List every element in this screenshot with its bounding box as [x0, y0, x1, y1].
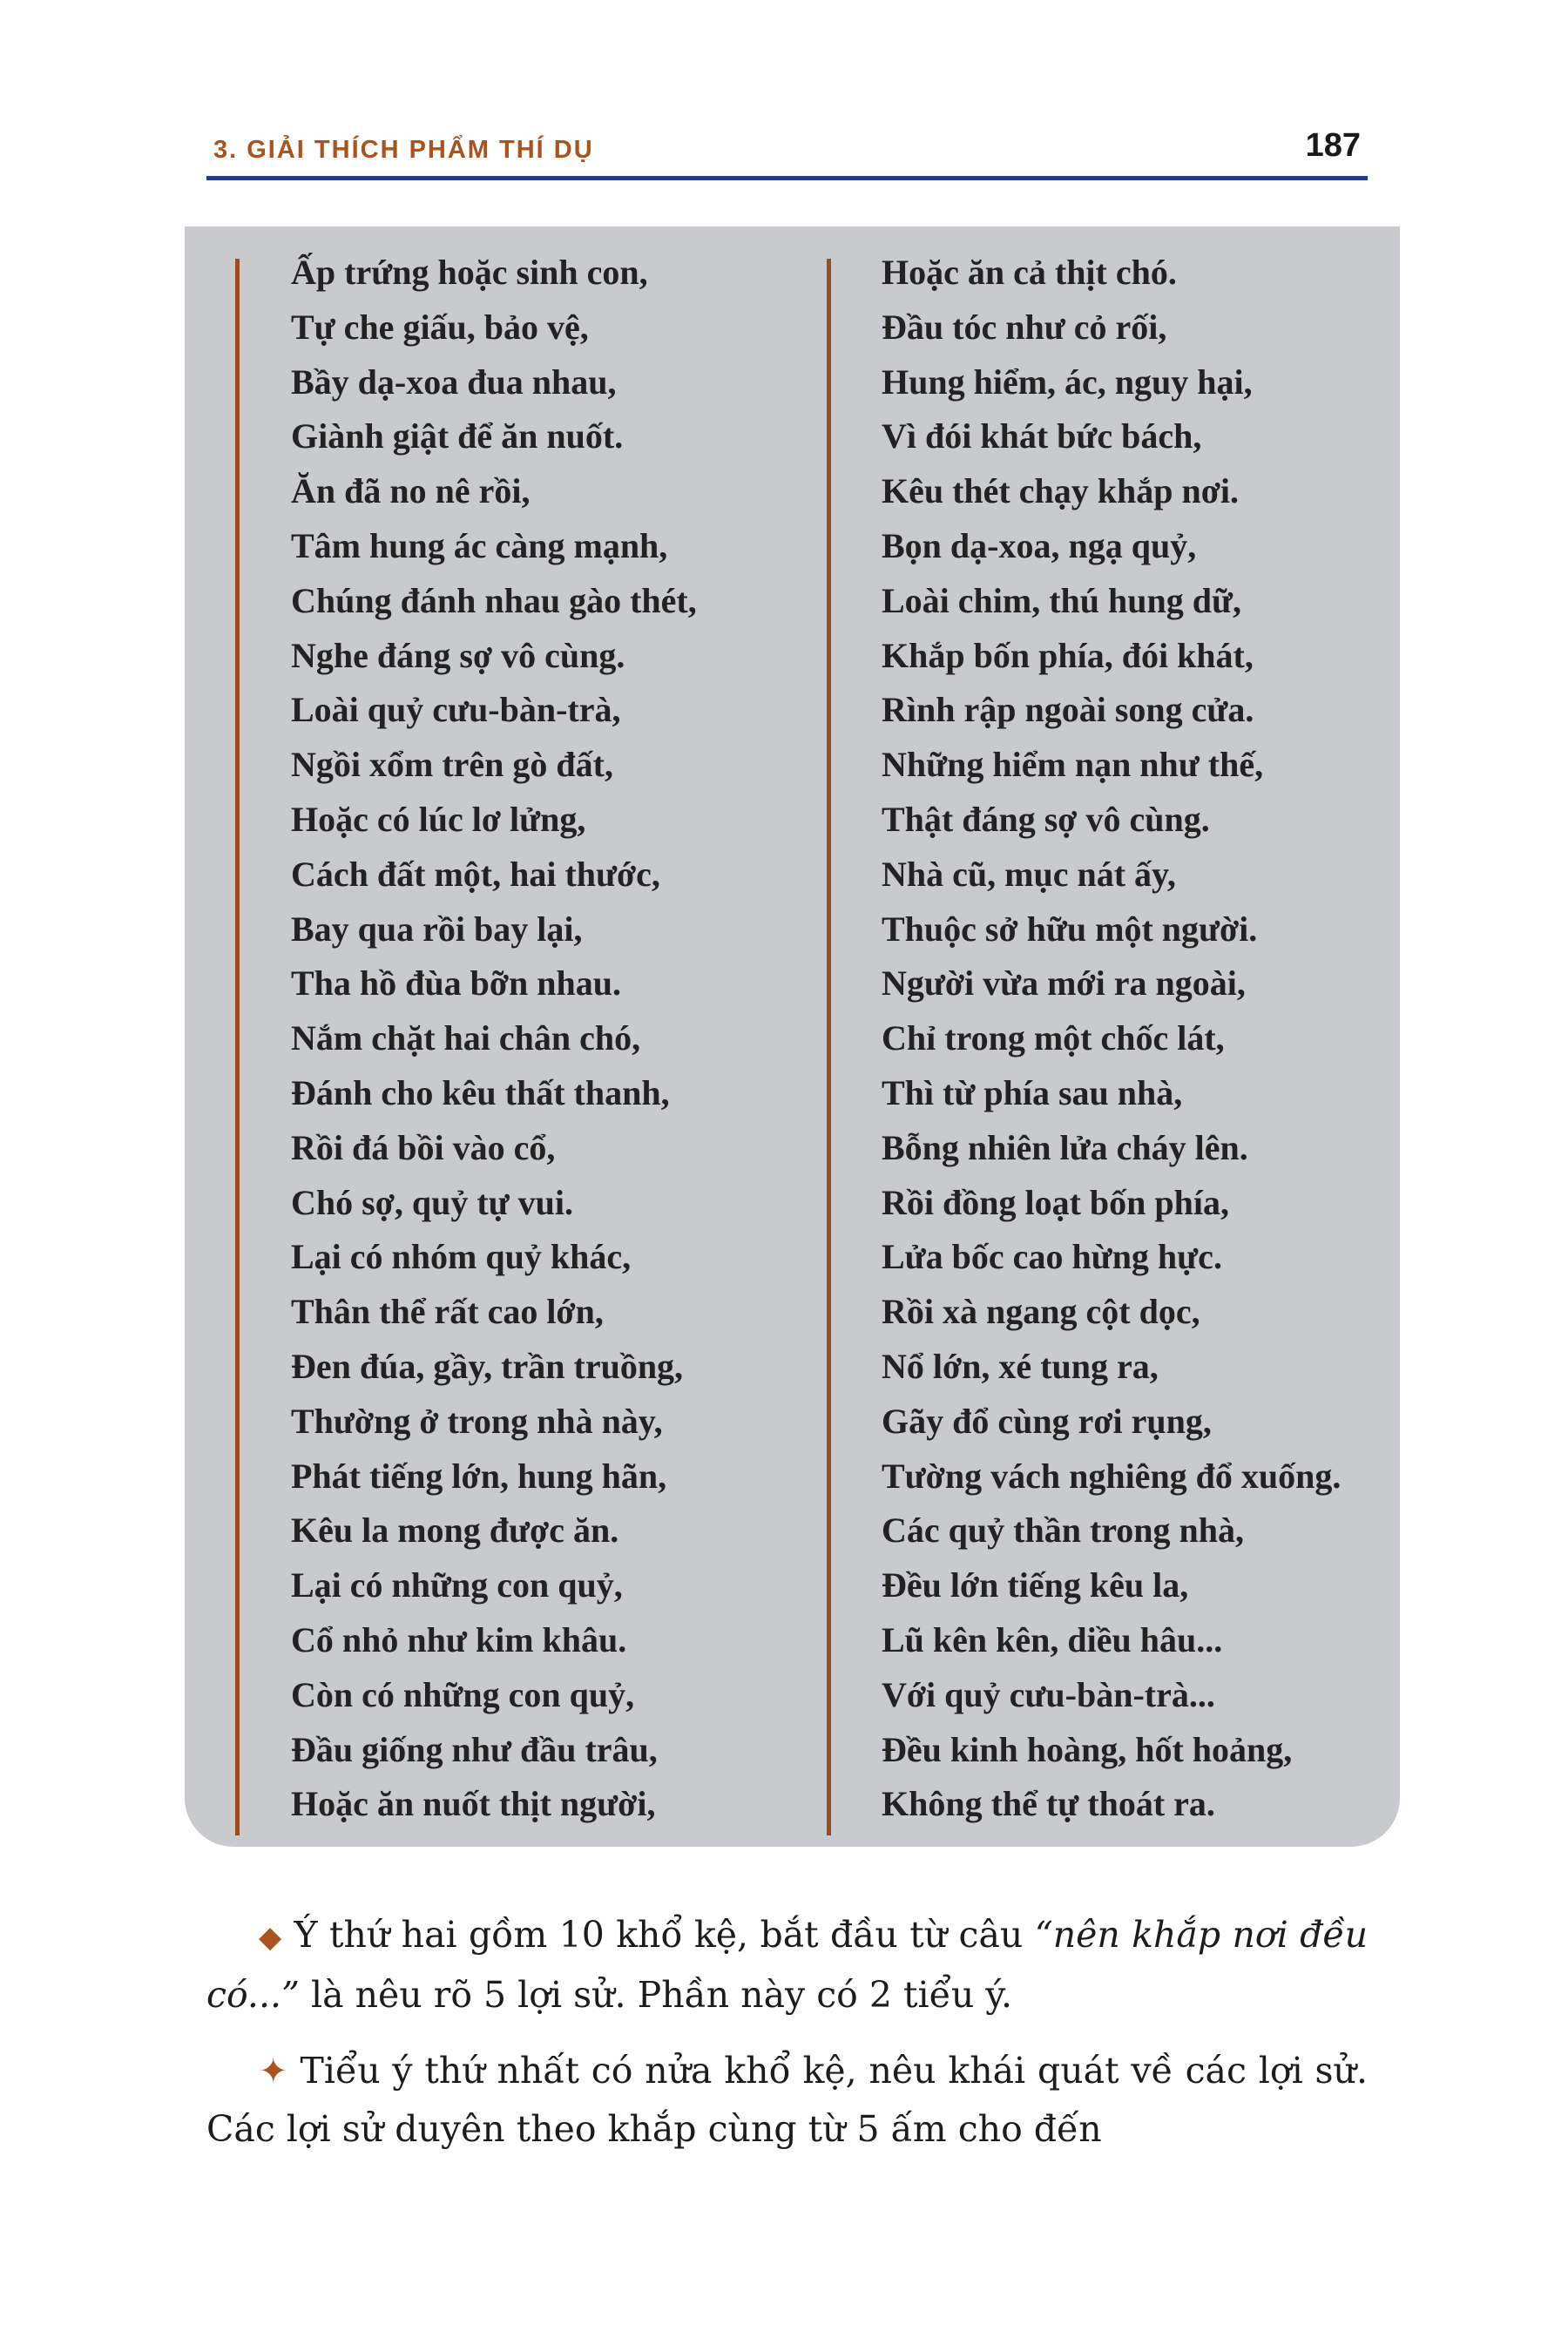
verse-line: Nắm chặt hai chân chó, [291, 1018, 641, 1058]
verse-line: Vì đói khát bức bách, [882, 416, 1202, 456]
star-bullet-icon: ✦ [259, 2051, 288, 2092]
paragraph-2-text: Tiểu ý thứ nhất có nửa khổ kệ, nêu khái quát về các lợi sử. Các lợi sử duyên theo khắp cùng từ 5 ấm cho đến [206, 2050, 1368, 2150]
verse-line: Thì từ phía sau nhà, [882, 1072, 1183, 1112]
verse-box [185, 226, 1400, 1847]
verse-line: Lũ kên kên, diều hâu... [882, 1619, 1223, 1659]
verse-line: Chó sợ, quỷ tự vui. [291, 1182, 574, 1222]
verse-line: Tường vách nghiêng đổ xuống. [882, 1456, 1342, 1496]
verse-line: Nghe đáng sợ vô cùng. [291, 635, 625, 675]
middle-rule [827, 259, 831, 1835]
left-rule [235, 259, 240, 1835]
verse-line: Các quỷ thần trong nhà, [882, 1511, 1245, 1551]
verse-line: Nổ lớn, xé tung ra, [882, 1346, 1159, 1386]
verse-line: Lại có những con quỷ, [291, 1565, 623, 1605]
verse-line: Đều lớn tiếng kêu la, [882, 1565, 1189, 1605]
verse-line: Rồi đá bồi vào cổ, [291, 1127, 556, 1167]
paragraph-1-quote: “nên khắp nơi đều có...” [206, 1914, 1368, 2016]
page-number: 187 [1305, 127, 1361, 164]
verse-line: Rình rập ngoài song cửa. [882, 690, 1254, 730]
verse-column-left [291, 246, 697, 1832]
verse-line: Giành giật để ăn nuốt. [291, 416, 624, 456]
verse-line: Bỗng nhiên lửa cháy lên. [882, 1127, 1248, 1167]
verse-line: Kêu la mong được ăn. [291, 1511, 619, 1551]
paragraph-1 [206, 1906, 1368, 2024]
paragraph-2 [206, 2042, 1368, 2158]
verse-line: Thật đáng sợ vô cùng. [882, 799, 1210, 839]
verse-line: Thuộc sở hữu một người. [882, 909, 1258, 949]
verse-line: Hoặc ăn nuốt thịt người, [291, 1784, 656, 1824]
verse-line: Lửa bốc cao hừng hực. [882, 1237, 1222, 1277]
verse-line: Bọn dạ-xoa, ngạ quỷ, [882, 525, 1197, 565]
verse-line: Đen đúa, gầy, trần truồng, [291, 1346, 684, 1386]
verse-line: Cách đất một, hai thước, [291, 854, 660, 894]
chapter-title: 3. GIẢI THÍCH PHẨM THÍ DỤ [213, 136, 594, 164]
verse-line: Cổ nhỏ như kim khâu. [291, 1619, 627, 1659]
verse-line: Ngồi xổm trên gò đất, [291, 745, 613, 785]
verse-line: Tự che giấu, bảo vệ, [291, 307, 589, 347]
verse-line: Loài quỷ cưu-bàn-trà, [291, 690, 621, 730]
verse-line: Khắp bốn phía, đói khát, [882, 635, 1254, 675]
verse-line: Thân thể rất cao lớn, [291, 1292, 604, 1332]
verse-line: Rồi xà ngang cột dọc, [882, 1292, 1200, 1332]
verse-line: Không thể tự thoát ra. [882, 1784, 1215, 1824]
verse-line: Thường ở trong nhà này, [291, 1401, 663, 1441]
verse-line: Nhà cũ, mục nát ấy, [882, 854, 1176, 894]
verse-line: Tâm hung ác càng mạnh, [291, 525, 668, 565]
paragraph-1-text-a: Ý thứ hai gồm 10 khổ kệ, bắt đầu từ câu [294, 1914, 1035, 1956]
paragraph-1-text-b: là nêu rõ 5 lợi sử. Phần này có 2 tiểu ý. [299, 1974, 1013, 2016]
verse-line: Ăn đã no nê rồi, [291, 471, 531, 511]
verse-line: Đánh cho kêu thất thanh, [291, 1072, 670, 1112]
verse-line: Đều kinh hoàng, hốt hoảng, [882, 1729, 1293, 1769]
verse-line: Đầu giống như đầu trâu, [291, 1729, 658, 1769]
verse-line: Loài chim, thú hung dữ, [882, 580, 1242, 620]
verse-line: Những hiểm nạn như thế, [882, 745, 1264, 785]
verse-line: Chúng đánh nhau gào thét, [291, 580, 697, 620]
verse-line: Đầu tóc như cỏ rối, [882, 307, 1167, 347]
verse-line: Rồi đồng loạt bốn phía, [882, 1182, 1230, 1222]
verse-line: Bầy dạ-xoa đua nhau, [291, 362, 617, 402]
verse-line: Với quỷ cưu-bàn-trà... [882, 1674, 1215, 1714]
verse-line: Ấp trứng hoặc sinh con, [291, 253, 648, 292]
verse-line: Người vừa mới ra ngoài, [882, 963, 1246, 1004]
verse-line: Hung hiểm, ác, nguy hại, [882, 362, 1253, 402]
verse-line: Hoặc có lúc lơ lửng, [291, 799, 586, 839]
verse-line: Kêu thét chạy khắp nơi. [882, 471, 1239, 511]
verse-line: Phát tiếng lớn, hung hãn, [291, 1456, 667, 1496]
verse-line: Bay qua rồi bay lại, [291, 909, 583, 949]
verse-line: Lại có nhóm quỷ khác, [291, 1237, 632, 1277]
verse-line: Hoặc ăn cả thịt chó. [882, 253, 1177, 292]
verse-line: Chỉ trong một chốc lát, [882, 1018, 1225, 1058]
page-header [206, 122, 1368, 180]
verse-column-right [882, 246, 1341, 1832]
verse-line: Tha hồ đùa bỡn nhau. [291, 963, 622, 1004]
verse-line: Còn có những con quỷ, [291, 1674, 635, 1714]
diamond-bullet-icon: ◆ [259, 1920, 282, 1955]
verse-line: Gãy đổ cùng rơi rụng, [882, 1401, 1212, 1441]
